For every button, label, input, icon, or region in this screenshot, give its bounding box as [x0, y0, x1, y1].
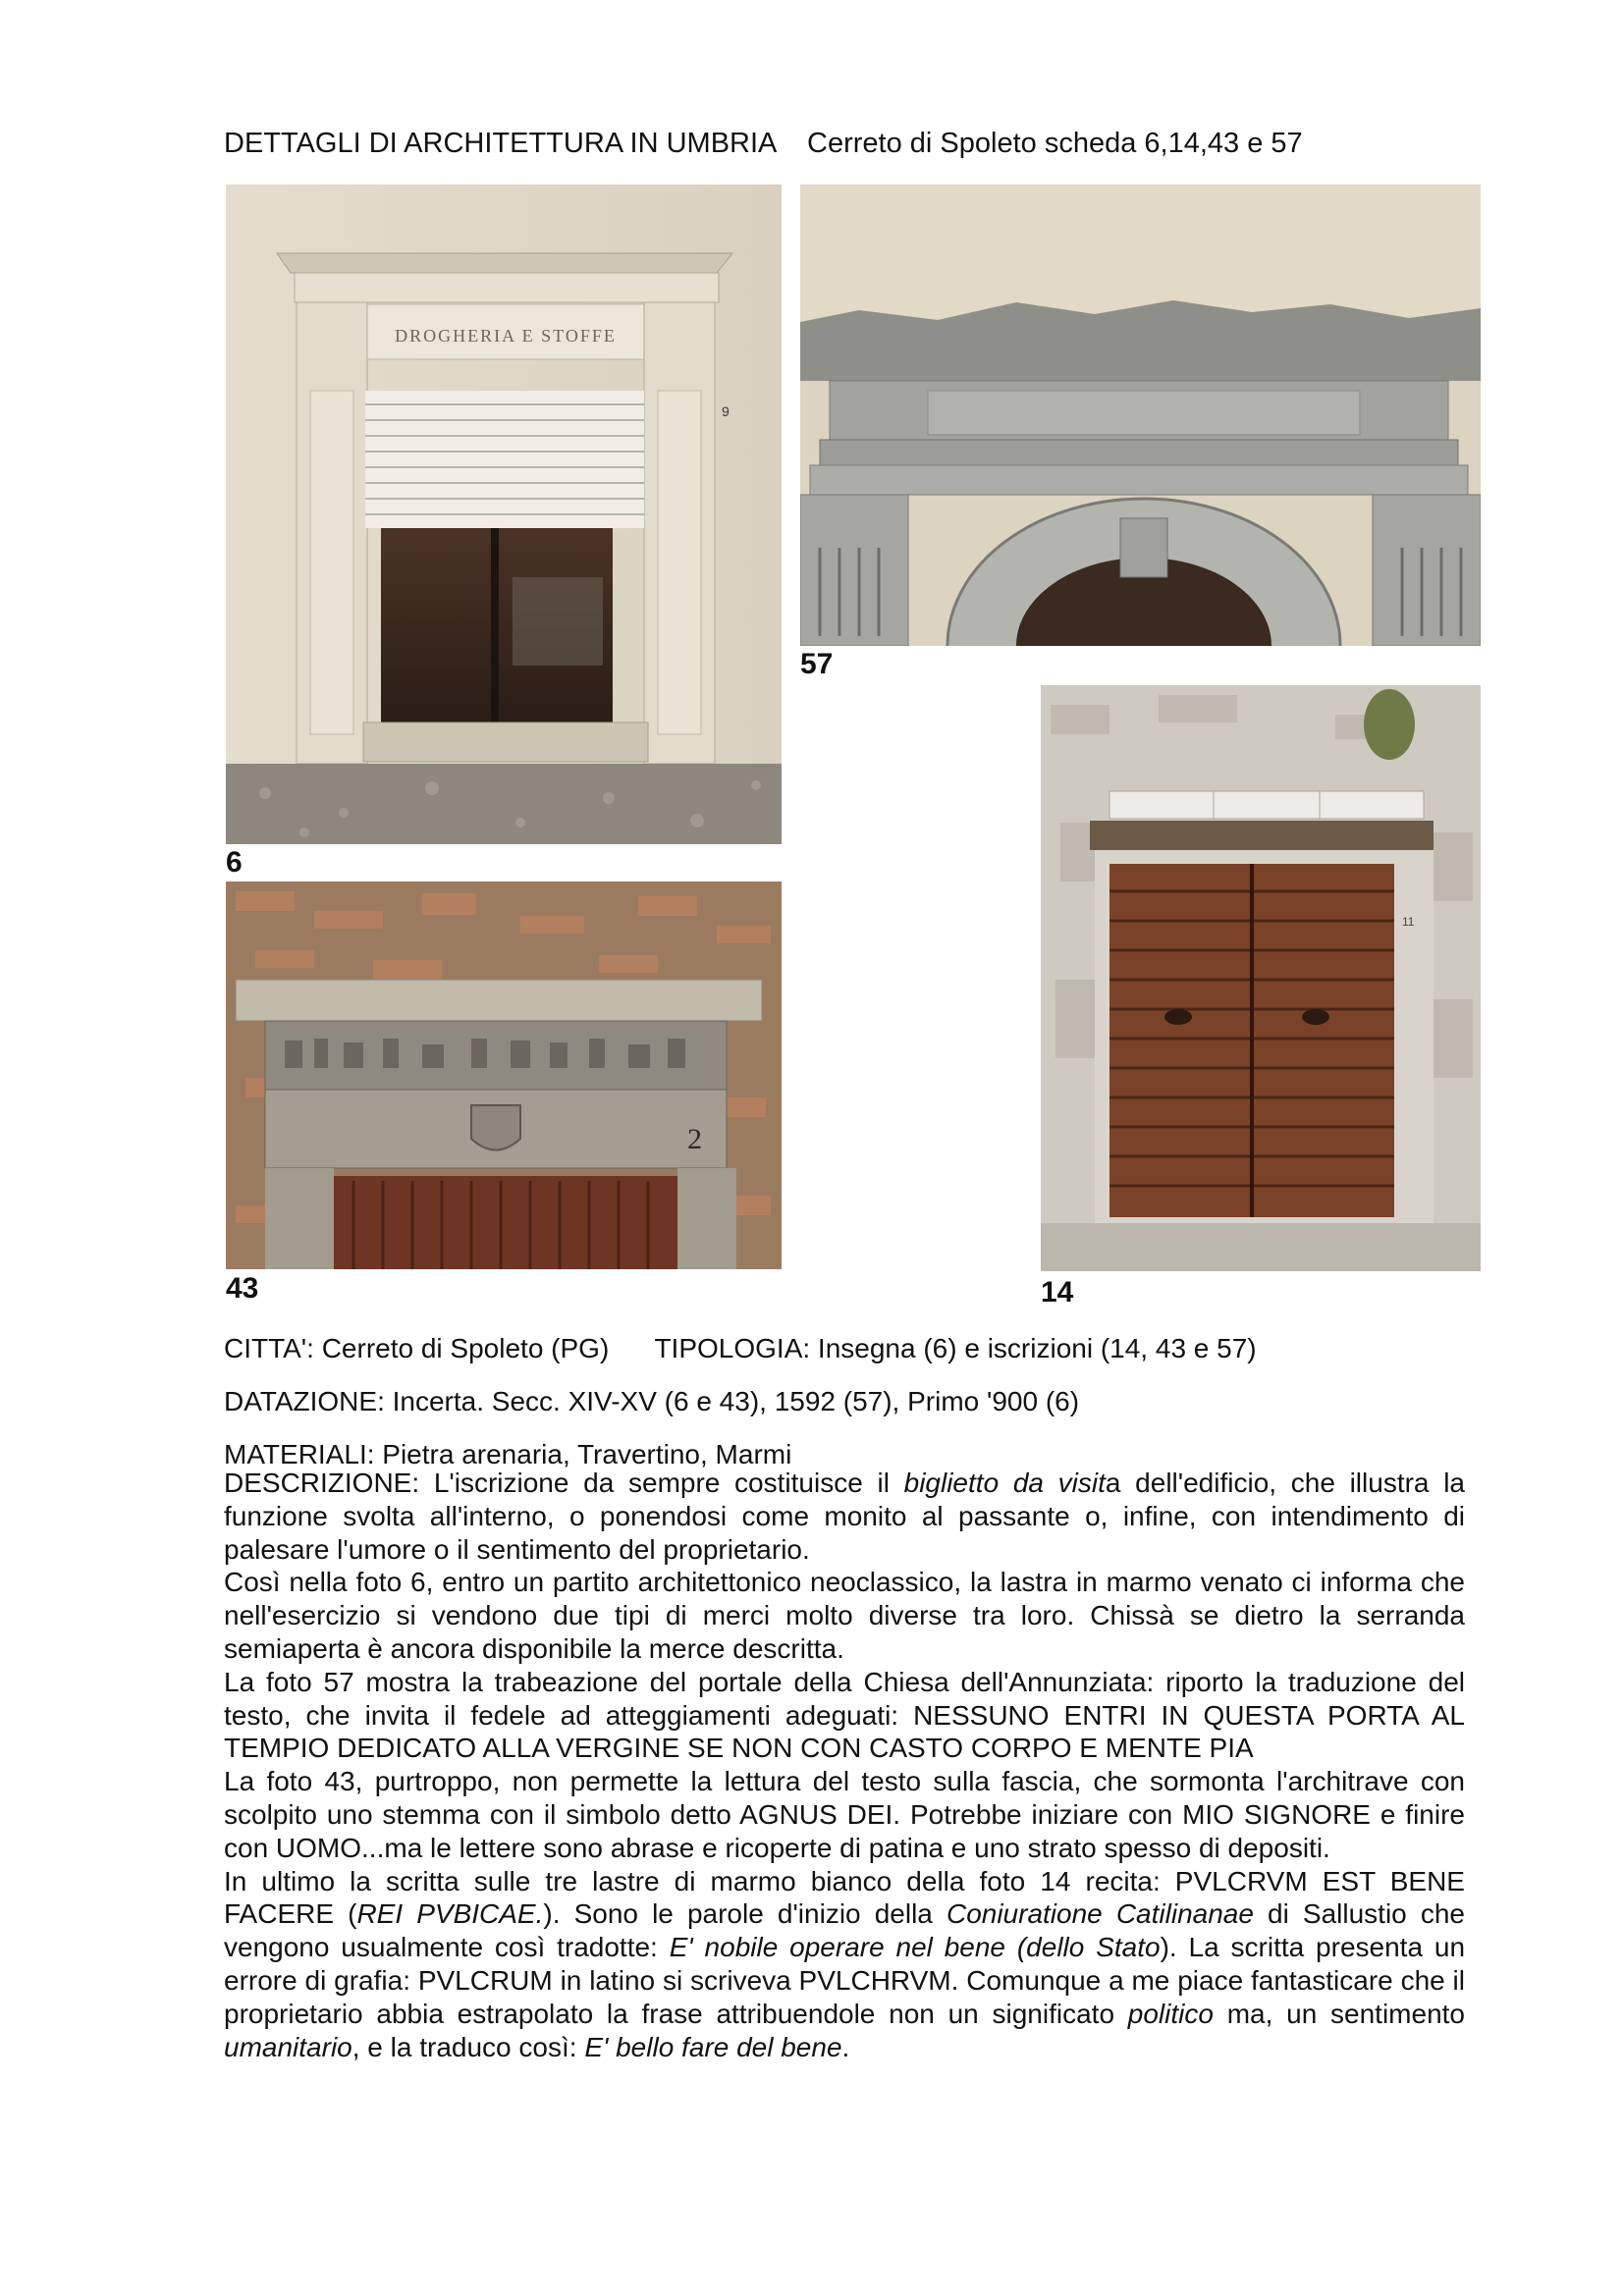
photo-14 — [1041, 685, 1481, 1271]
description-paragraph-4: La foto 43, purtroppo, non permette la lettura del testo sulla fascia, che sormonta l'architrave con scolpito uno stemma con il simbolo detto AGNUS DEI. Potrebbe iniziare con MIO SIGNORE e finire con UOMO...ma le lettere sono abrase e ricoperte di patina e uno strato spesso di depositi. — [224, 1766, 1465, 1863]
description-paragraph-2: Così nella foto 6, entro un partito architettonico neoclassico, la lastra in marmo venato ci informa che nell'esercizio si vendono due tipi di merci molto diverse tra loro. Chissà se dietro la serranda semiaperta è ancora disponibile la merce descritta. — [224, 1567, 1465, 1664]
description-block — [224, 1467, 1465, 2063]
description-paragraph-3: La foto 57 mostra la trabeazione del portale della Chiesa dell'Annunziata: riporto la traduzione del testo, che invita il fedele ad atteggiamenti adeguati: NESSUNO ENTRI IN QUESTA PORTA AL TEMPIO DEDICATO ALLA VERGINE SE NON CON CASTO CORPO E MENTE PIA — [224, 1666, 1465, 1764]
description-paragraph-5: In ultimo la scritta sulle tre lastre di marmo bianco della foto 14 recita: PVLCRVM EST BENE FACERE (REI PVBICAE.). Sono le parole d'inizio della Coniuratione Catilinanae di Sallustio che vengono usualmente così tradotte: E' nobile operare nel bene (dello Stato). La scritta presenta un errore di grafia: PVLCRUM in latino si scriveva PVLCHRVM. Comunque a me piace fantasticare che il proprietario abbia estrapolato la frase attribuendole non un significato politico ma, un sentimento umanitario, e la traduco così: E' bello fare del bene. — [224, 1865, 1466, 2062]
caption-57: 57 — [800, 648, 834, 680]
meta-materiali: MATERIALI: Pietra arenaria, Travertino, Marmi — [224, 1439, 792, 1469]
house-number-11: 11 — [1402, 915, 1415, 929]
description-paragraph-1: DESCRIZIONE: L'iscrizione da sempre costituisce il biglietto da visita dell'edificio, che illustra la funzione svolta all'interno, o ponendosi come monito al passante o, infine, con intendimento di palesare l'umore o il sentimento del proprietario. — [224, 1468, 1465, 1565]
caption-43: 43 — [226, 1272, 259, 1305]
sign-text: DROGHERIA E STOFFE — [395, 326, 617, 346]
caption-14: 14 — [1041, 1276, 1074, 1308]
header-subtitle: Cerreto di Spoleto scheda 6,14,43 e 57 — [807, 128, 1303, 159]
photo-6 — [226, 185, 782, 844]
meta-tipologia: TIPOLOGIA: Insegna (6) e iscrizioni (14, 43 e 57) — [654, 1333, 1257, 1363]
meta-datazione: DATAZIONE: Incerta. Secc. XIV-XV (6 e 43), 1592 (57), Primo '900 (6) — [224, 1386, 1080, 1416]
photo-57 — [800, 185, 1481, 646]
photo-43 — [226, 881, 782, 1269]
house-number-2: 2 — [687, 1123, 702, 1155]
header-title: DETTAGLI DI ARCHITETTURA IN UMBRIA — [224, 128, 776, 159]
caption-6: 6 — [226, 846, 243, 879]
house-number-9: 9 — [722, 403, 730, 419]
meta-citta: CITTA': Cerreto di Spoleto (PG) — [224, 1333, 610, 1363]
meta-citta-line — [224, 1333, 1257, 1364]
page-header — [224, 128, 1303, 160]
